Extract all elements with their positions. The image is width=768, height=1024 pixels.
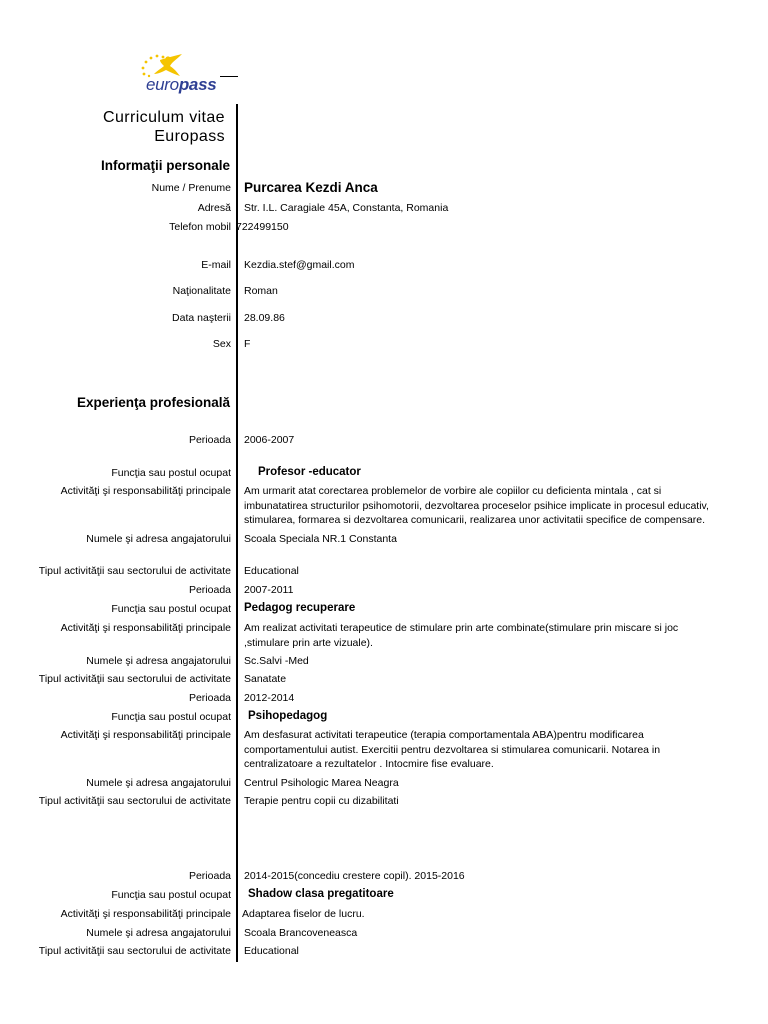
label-employer: Numele şi adresa angajatorului [86,655,231,667]
label-position: Funcţia sau postul ocupat [111,603,231,615]
label-employer: Numele şi adresa angajatorului [86,533,231,545]
label-sector: Tipul activităţii sau sectorului de activitate [38,565,231,577]
label-activities: Activităţi şi responsabilităţi principale [60,908,231,920]
label-activities: Activităţi şi responsabilităţi principale [60,485,231,497]
job-period: 2006-2007 [244,434,295,446]
job-position: Shadow clasa pregatitoare [248,888,394,900]
label-period: Perioada [188,584,231,596]
label-sector: Tipul activităţii sau sectorului de activitate [38,795,231,807]
job-employer: Sc.Salvi -Med [244,655,309,667]
value-birthdate: 28.09.86 [244,312,285,324]
label-period: Perioada [188,870,231,882]
label-period: Perioada [188,434,231,446]
label-mobile: Telefon mobil [169,221,231,233]
job-position: Psihopedagog [248,710,328,722]
section-personal-info: Informaţii personale [100,158,230,173]
job-position: Profesor -educator [258,466,361,478]
label-activities: Activităţi şi responsabilităţi principale [60,729,231,741]
label-position: Funcţia sau postul ocupat [111,467,231,479]
value-nationality: Roman [244,285,278,297]
label-birthdate: Data naşterii [172,312,231,324]
job-sector: Terapie pentru copii cu dizabilitati [244,795,399,807]
label-email: E-mail [201,259,231,271]
job-period: 2012-2014 [244,692,295,704]
cv-title-line1: Curriculum vitae [103,109,225,126]
label-period: Perioada [188,692,231,704]
value-address: Str. I.L. Caragiale 45A, Constanta, Romania [244,202,449,214]
label-employer: Numele şi adresa angajatorului [86,927,231,939]
job-activities: Am desfasurat activitati terapeutice (terapia comportamentala ABA)pentru modificarea comportamentului autist. Exercitii pentru dezvoltarea si stimularea comunicarii. Notarea in centralizatoare a rezultatelor . Intocmire fise evaluare. [244,729,661,770]
value-name: Purcarea Kezdi Anca [244,180,378,195]
job-sector: Educational [244,945,299,957]
job-sector: Sanatate [244,673,287,685]
job-period: 2014-2015(concediu crestere copil). 2015-2016 [244,870,465,882]
label-sector: Tipul activităţii sau sectorului de activitate [38,673,231,685]
label-sector: Tipul activităţii sau sectorului de activitate [38,945,231,957]
label-name: Nume / Prenume [151,182,231,194]
job-employer: Centrul Psihologic Marea Neagra [244,777,399,789]
label-employer: Numele şi adresa angajatorului [86,777,231,789]
job-activities: Am realizat activitati terapeutice de stimulare prin arte combinate(stimulare prin miscare si joc ,stimulare prin arte vizuale). [244,622,679,649]
logo-rule [220,76,238,77]
europass-wordmark: europass [146,75,217,94]
job-sector: Educational [244,565,299,577]
value-mobile: 722499150 [236,221,289,233]
job-employer: Scoala Brancoveneasca [244,927,358,939]
label-address: Adresă [197,202,231,214]
label-nationality: Naţionalitate [172,285,231,297]
section-experience: Experienţa profesională [76,395,230,410]
job-activities: Adaptarea fiselor de lucru. [242,908,365,920]
job-position: Pedagog recuperare [244,602,356,614]
value-sex: F [244,338,251,350]
label-sex: Sex [212,338,231,350]
label-activities: Activităţi şi responsabilităţi principale [60,622,231,634]
europass-logo [130,52,240,98]
value-email: Kezdia.stef@gmail.com [244,259,355,271]
job-activities: Am urmarit atat corectarea problemelor de vorbire ale copiilor cu deficienta mintala , cat si imbunatatirea structurilor psihomotorii, dezvoltarea proceselor psihice implicate in procesul educativ, stimularea, formarea si dezvoltarea comunicarii, realizarea unor activitatii specifice de compensare. [244,485,709,526]
job-employer: Scoala Speciala NR.1 Constanta [244,533,397,545]
cv-title-line2: Europass [154,128,225,145]
label-position: Funcţia sau postul ocupat [111,889,231,901]
job-period: 2007-2011 [244,584,294,596]
label-position: Funcţia sau postul ocupat [111,711,231,723]
